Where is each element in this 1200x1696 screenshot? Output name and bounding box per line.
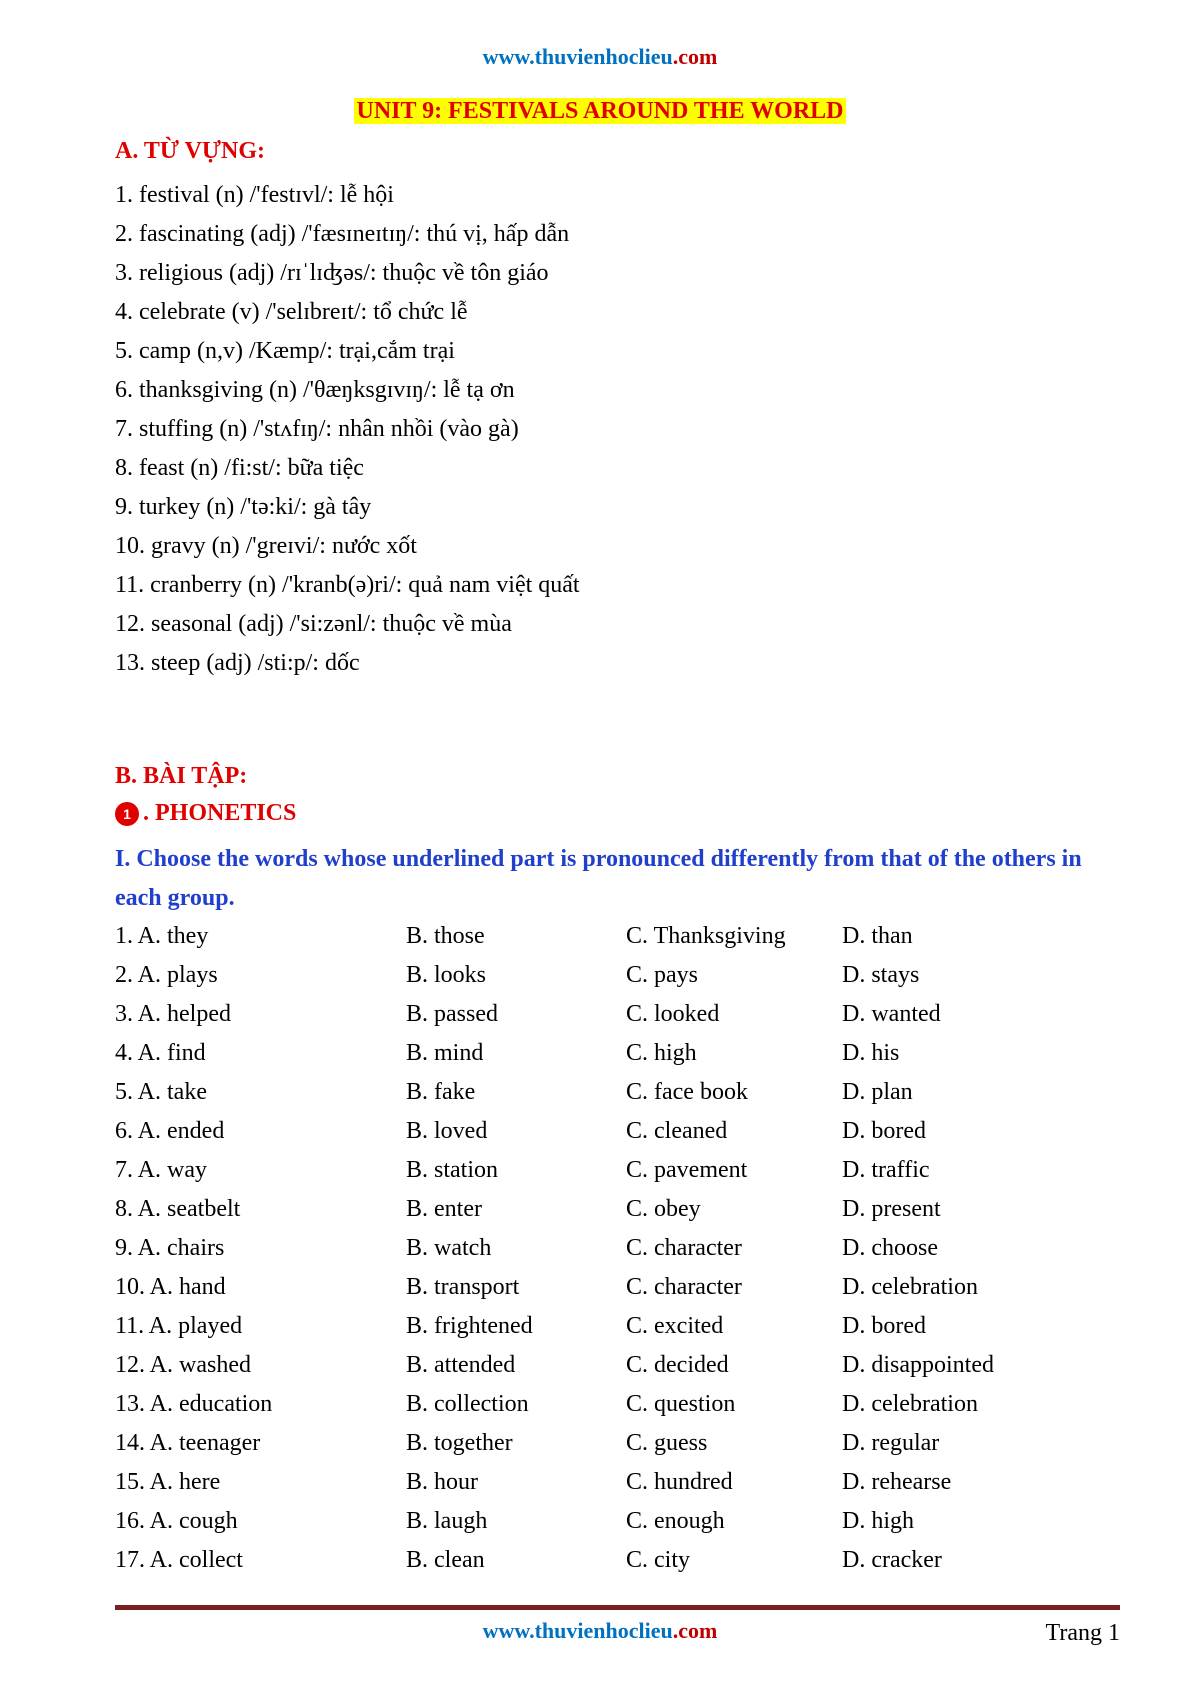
question-row — [115, 1463, 1115, 1502]
question-option-c: C. pays — [626, 962, 698, 988]
question-option-a: 14. A. teenager — [115, 1430, 261, 1456]
question-option-c: C. obey — [626, 1196, 701, 1222]
question-row — [115, 917, 1115, 956]
footer-website-name[interactable]: www.thuvienhoclieu — [482, 1618, 673, 1643]
question-option-c: C. enough — [626, 1508, 725, 1534]
question-option-b: B. loved — [406, 1118, 488, 1144]
question-option-c: C. character — [626, 1274, 742, 1300]
question-option-b: B. attended — [406, 1352, 516, 1378]
question-option-a: 5. A. take — [115, 1079, 207, 1105]
question-option-a: 10. A. hand — [115, 1274, 226, 1300]
question-option-a: 4. A. find — [115, 1040, 206, 1066]
question-option-a: 1. A. they — [115, 923, 209, 949]
question-option-d: D. disappointed — [842, 1352, 994, 1378]
question-row — [115, 1346, 1115, 1385]
question-option-d: D. bored — [842, 1313, 926, 1339]
vocab-item: 8. feast (n) /fi:st/: bữa tiệc — [115, 455, 364, 481]
header-website[interactable] — [0, 44, 1200, 70]
vocab-item: 3. religious (adj) /rɪˈlɪʤəs/: thuộc về tôn giáo — [115, 260, 549, 286]
vocab-item: 9. turkey (n) /'tə:ki/: gà tây — [115, 494, 372, 520]
question-option-c: C. question — [626, 1391, 736, 1417]
question-option-d: D. present — [842, 1196, 941, 1222]
question-option-d: D. bored — [842, 1118, 926, 1144]
question-option-c: C. city — [626, 1547, 690, 1573]
vocab-item: 13. steep (adj) /sti:p/: dốc — [115, 650, 360, 676]
question-option-a: 3. A. helped — [115, 1001, 231, 1027]
question-option-b: B. clean — [406, 1547, 485, 1573]
question-option-a: 16. A. cough — [115, 1508, 238, 1534]
question-option-b: B. passed — [406, 1001, 498, 1027]
header-website-name[interactable]: www.thuvienhoclieu — [482, 44, 673, 69]
question-option-d: D. choose — [842, 1235, 938, 1261]
question-option-b: B. collection — [406, 1391, 529, 1417]
question-option-d: D. his — [842, 1040, 900, 1066]
question-option-d: D. traffic — [842, 1157, 930, 1183]
question-row — [115, 1307, 1115, 1346]
question-row — [115, 1385, 1115, 1424]
question-option-b: B. transport — [406, 1274, 520, 1300]
number-badge-icon: 1 — [115, 802, 139, 826]
question-option-c: C. hundred — [626, 1469, 733, 1495]
vocab-item: 11. cranberry (n) /'kranb(ə)ri/: quả nam việt quất — [115, 572, 580, 598]
question-option-a: 9. A. chairs — [115, 1235, 225, 1261]
question-option-c: C. pavement — [626, 1157, 748, 1183]
vocab-item: 4. celebrate (v) /'selɪbreɪt/: tổ chức lễ — [115, 299, 468, 325]
question-row — [115, 956, 1115, 995]
question-option-b: B. mind — [406, 1040, 484, 1066]
question-option-b: B. watch — [406, 1235, 492, 1261]
question-option-a: 7. A. way — [115, 1157, 207, 1183]
phonetics-label: . PHONETICS — [143, 800, 297, 826]
question-row — [115, 1502, 1115, 1541]
question-option-b: B. looks — [406, 962, 487, 988]
question-option-d: D. plan — [842, 1079, 913, 1105]
question-list — [115, 917, 1115, 1580]
question-row — [115, 995, 1115, 1034]
footer-website-tld[interactable]: .com — [672, 1618, 718, 1643]
vocab-item: 2. fascinating (adj) /'fæsɪneɪtɪŋ/: thú vị, hấp dẫn — [115, 221, 570, 247]
question-option-a: 2. A. plays — [115, 962, 218, 988]
question-row — [115, 1112, 1115, 1151]
section-b-heading: B. BÀI TẬP: — [115, 763, 248, 789]
vocab-item: 1. festival (n) /'festɪvl/: lễ hội — [115, 182, 394, 208]
question-option-a: 6. A. ended — [115, 1118, 225, 1144]
phonetics-heading — [115, 800, 296, 827]
question-option-c: C. Thanksgiving — [626, 923, 786, 949]
question-option-c: C. cleaned — [626, 1118, 728, 1144]
question-option-c: C. face book — [626, 1079, 748, 1105]
question-row — [115, 1229, 1115, 1268]
question-row — [115, 1268, 1115, 1307]
question-option-b: B. together — [406, 1430, 513, 1456]
question-option-b: B. fake — [406, 1079, 476, 1105]
header-website-tld[interactable]: .com — [672, 44, 718, 69]
question-option-b: B. laugh — [406, 1508, 488, 1534]
page-number: Trang 1 — [1045, 1620, 1120, 1646]
question-option-c: C. excited — [626, 1313, 724, 1339]
question-option-b: B. hour — [406, 1469, 478, 1495]
question-option-a: 8. A. seatbelt — [115, 1196, 241, 1222]
question-option-a: 17. A. collect — [115, 1547, 243, 1573]
vocab-item: 10. gravy (n) /'greɪvi/: nước xốt — [115, 533, 417, 559]
question-row — [115, 1190, 1115, 1229]
question-row — [115, 1034, 1115, 1073]
question-row — [115, 1541, 1115, 1580]
vocabulary-list — [115, 176, 580, 683]
question-option-c: C. decided — [626, 1352, 729, 1378]
question-row — [115, 1424, 1115, 1463]
question-option-c: C. character — [626, 1235, 742, 1261]
question-option-c: C. high — [626, 1040, 697, 1066]
question-option-d: D. wanted — [842, 1001, 941, 1027]
exercise-instruction: I. Choose the words whose underlined part is pronounced differently from that of the others in each group. — [115, 846, 1082, 911]
question-option-d: D. cracker — [842, 1547, 942, 1573]
question-option-b: B. frightened — [406, 1313, 533, 1339]
question-option-b: B. those — [406, 923, 485, 949]
footer-website[interactable] — [0, 1618, 1200, 1644]
vocab-item: 6. thanksgiving (n) /'θæŋksgɪvɪŋ/: lễ tạ ơn — [115, 377, 515, 403]
unit-title-wrap — [0, 98, 1200, 125]
question-option-d: D. celebration — [842, 1391, 978, 1417]
question-option-b: B. station — [406, 1157, 499, 1183]
question-row — [115, 1151, 1115, 1190]
question-option-d: D. celebration — [842, 1274, 978, 1300]
section-a-heading: A. TỪ VỰNG: — [115, 138, 265, 164]
footer-divider — [115, 1605, 1120, 1610]
question-option-c: C. looked — [626, 1001, 720, 1027]
unit-title: UNIT 9: FESTIVALS AROUND THE WORLD — [356, 98, 844, 124]
question-option-a: 15. A. here — [115, 1469, 221, 1495]
vocab-item: 7. stuffing (n) /'stʌfɪŋ/: nhân nhồi (vào gà) — [115, 416, 519, 442]
question-option-d: D. rehearse — [842, 1469, 952, 1495]
question-row — [115, 1073, 1115, 1112]
vocab-item: 5. camp (n,v) /Kæmp/: trại,cắm trại — [115, 338, 455, 364]
question-option-d: D. than — [842, 923, 913, 949]
vocab-item: 12. seasonal (adj) /'si:zənl/: thuộc về mùa — [115, 611, 512, 637]
question-option-c: C. guess — [626, 1430, 708, 1456]
question-option-a: 12. A. washed — [115, 1352, 251, 1378]
question-option-b: B. enter — [406, 1196, 482, 1222]
question-option-a: 11. A. played — [115, 1313, 243, 1339]
question-option-a: 13. A. education — [115, 1391, 273, 1417]
question-option-d: D. stays — [842, 962, 920, 988]
question-option-d: D. high — [842, 1508, 914, 1534]
question-option-d: D. regular — [842, 1430, 940, 1456]
